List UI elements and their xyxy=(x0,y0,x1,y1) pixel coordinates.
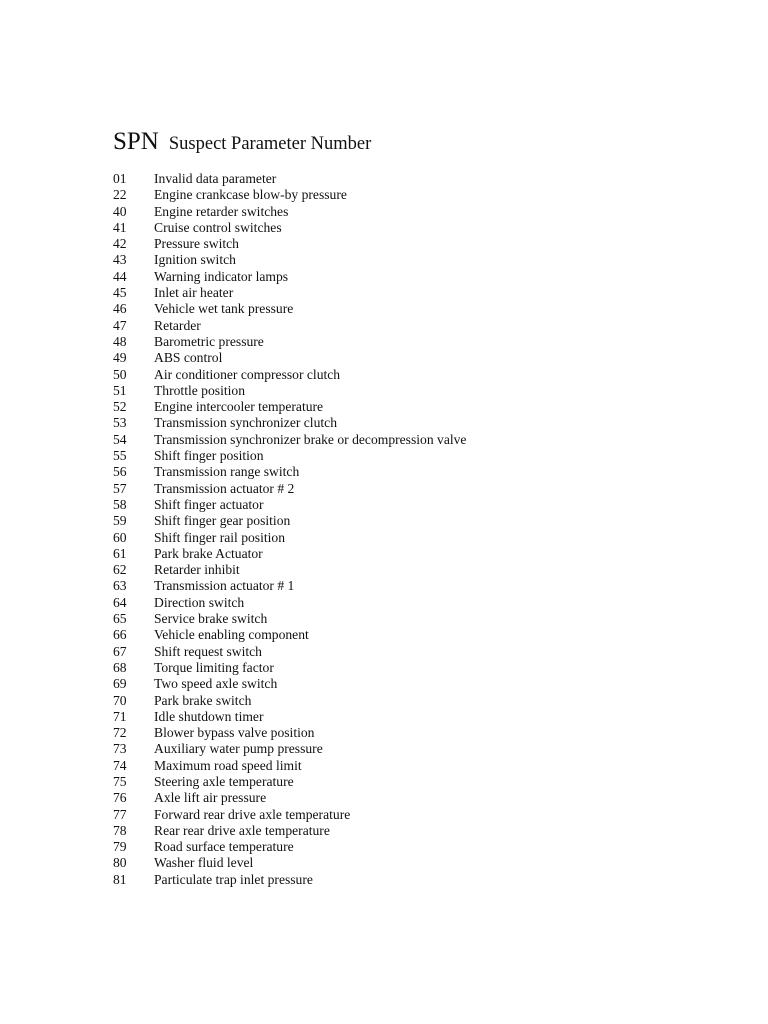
spn-code: 68 xyxy=(113,659,127,675)
spn-code: 79 xyxy=(113,839,127,855)
spn-description: Rear rear drive axle temperature xyxy=(154,822,330,838)
spn-description: Vehicle wet tank pressure xyxy=(154,301,294,317)
list-item xyxy=(113,546,466,562)
spn-description: Transmission range switch xyxy=(154,464,300,480)
list-item xyxy=(113,660,466,676)
spn-code: 56 xyxy=(113,464,127,480)
spn-description: Vehicle enabling component xyxy=(154,627,309,643)
spn-code: 72 xyxy=(113,725,127,741)
list-item xyxy=(113,530,466,546)
spn-description: Engine crankcase blow-by pressure xyxy=(154,187,347,203)
spn-code: 46 xyxy=(113,301,127,317)
spn-description: Torque limiting factor xyxy=(154,659,274,675)
spn-code: 47 xyxy=(113,317,127,333)
spn-code: 78 xyxy=(113,822,127,838)
list-item xyxy=(113,562,466,578)
list-item xyxy=(113,464,466,480)
list-item xyxy=(113,595,466,611)
list-item xyxy=(113,383,466,399)
list-item xyxy=(113,318,466,334)
list-item xyxy=(113,187,466,203)
spn-description: Retarder xyxy=(154,317,201,333)
spn-description: Axle lift air pressure xyxy=(154,790,267,806)
spn-code: 53 xyxy=(113,415,127,431)
spn-code: 49 xyxy=(113,350,127,366)
list-item xyxy=(113,578,466,594)
spn-code: 71 xyxy=(113,708,127,724)
list-item xyxy=(113,823,466,839)
spn-description: Barometric pressure xyxy=(154,333,264,349)
spn-description: Particulate trap inlet pressure xyxy=(154,871,313,887)
list-item xyxy=(113,627,466,643)
spn-description: Invalid data parameter xyxy=(154,171,277,186)
spn-description: Engine intercooler temperature xyxy=(154,399,324,415)
spn-code: 50 xyxy=(113,366,127,382)
list-item xyxy=(113,725,466,741)
spn-description: Direction switch xyxy=(154,594,245,610)
spn-code: 62 xyxy=(113,562,127,578)
list-item xyxy=(113,676,466,692)
spn-code: 41 xyxy=(113,219,127,235)
spn-code: 60 xyxy=(113,529,127,545)
spn-code: 55 xyxy=(113,448,127,464)
spn-description: Throttle position xyxy=(154,382,245,398)
spn-code: 40 xyxy=(113,203,127,219)
spn-description: Park brake Actuator xyxy=(154,545,263,561)
list-item xyxy=(113,693,466,709)
list-item xyxy=(113,644,466,660)
spn-description: Shift finger rail position xyxy=(154,529,286,545)
spn-code: 22 xyxy=(113,187,127,203)
heading-abbreviation: SPN xyxy=(113,128,159,155)
spn-description: Blower bypass valve position xyxy=(154,725,315,741)
list-item xyxy=(113,855,466,871)
spn-code: 01 xyxy=(113,171,127,186)
heading-full-title: Suspect Parameter Number xyxy=(168,134,372,154)
spn-code: 77 xyxy=(113,806,127,822)
spn-code: 66 xyxy=(113,627,127,643)
spn-code: 76 xyxy=(113,790,127,806)
spn-code: 45 xyxy=(113,285,127,301)
list-item xyxy=(113,236,466,252)
spn-description: Shift finger actuator xyxy=(154,496,264,512)
spn-code: 63 xyxy=(113,578,127,594)
spn-description: Steering axle temperature xyxy=(154,773,294,789)
spn-description: Retarder inhibit xyxy=(154,562,240,578)
spn-code: 73 xyxy=(113,741,127,757)
spn-code: 67 xyxy=(113,643,127,659)
spn-description: Road surface temperature xyxy=(154,839,294,855)
list-item xyxy=(113,367,466,383)
list-item xyxy=(113,252,466,268)
spn-description: Washer fluid level xyxy=(154,855,254,871)
spn-list xyxy=(113,171,466,888)
spn-description: Shift finger gear position xyxy=(154,513,291,529)
spn-code: 54 xyxy=(113,431,127,447)
spn-description: Inlet air heater xyxy=(154,285,234,301)
spn-description: Maximum road speed limit xyxy=(154,757,302,773)
list-item xyxy=(113,350,466,366)
spn-description: Transmission actuator # 2 xyxy=(154,480,295,496)
spn-description: Shift finger position xyxy=(154,448,264,464)
spn-description: Auxiliary water pump pressure xyxy=(154,741,323,757)
spn-description: ABS control xyxy=(154,350,223,366)
spn-code: 61 xyxy=(113,545,127,561)
spn-description: Engine retarder switches xyxy=(154,203,289,219)
list-item xyxy=(113,301,466,317)
spn-description: Service brake switch xyxy=(154,611,268,627)
list-item xyxy=(113,807,466,823)
list-item xyxy=(113,399,466,415)
spn-code: 58 xyxy=(113,496,127,512)
spn-description: Idle shutdown timer xyxy=(154,708,264,724)
spn-code: 51 xyxy=(113,382,127,398)
spn-code: 44 xyxy=(113,268,127,284)
spn-description: Ignition switch xyxy=(154,252,236,268)
list-item xyxy=(113,741,466,757)
list-item xyxy=(113,171,466,187)
spn-code: 75 xyxy=(113,773,127,789)
spn-description: Shift request switch xyxy=(154,643,262,659)
spn-description: Transmission synchronizer clutch xyxy=(154,415,337,431)
list-item xyxy=(113,204,466,220)
list-item xyxy=(113,709,466,725)
spn-code: 43 xyxy=(113,252,127,268)
list-item xyxy=(113,269,466,285)
list-item xyxy=(113,448,466,464)
spn-description: Warning indicator lamps xyxy=(154,268,289,284)
spn-description: Transmission synchronizer brake or decompression valve xyxy=(154,431,467,447)
page-heading xyxy=(113,127,371,159)
spn-code: 64 xyxy=(113,594,127,610)
list-item xyxy=(113,513,466,529)
list-item xyxy=(113,334,466,350)
spn-description: Pressure switch xyxy=(154,236,239,252)
spn-code: 81 xyxy=(113,871,127,887)
spn-description: Two speed axle switch xyxy=(154,676,278,692)
list-item xyxy=(113,415,466,431)
spn-code: 42 xyxy=(113,236,127,252)
spn-description: Park brake switch xyxy=(154,692,252,708)
spn-description: Transmission actuator # 1 xyxy=(154,578,295,594)
list-item xyxy=(113,220,466,236)
spn-code: 48 xyxy=(113,333,127,349)
spn-code: 52 xyxy=(113,399,127,415)
spn-code: 57 xyxy=(113,480,127,496)
spn-description: Air conditioner compressor clutch xyxy=(154,366,341,382)
spn-code: 70 xyxy=(113,692,127,708)
list-item xyxy=(113,611,466,627)
list-item xyxy=(113,285,466,301)
list-item xyxy=(113,839,466,855)
spn-description: Cruise control switches xyxy=(154,219,282,235)
spn-code: 80 xyxy=(113,855,127,871)
spn-code: 65 xyxy=(113,611,127,627)
list-item xyxy=(113,872,466,888)
spn-description: Forward rear drive axle temperature xyxy=(154,806,351,822)
list-item xyxy=(113,758,466,774)
list-item xyxy=(113,497,466,513)
spn-code: 74 xyxy=(113,757,127,773)
list-item xyxy=(113,432,466,448)
list-item xyxy=(113,481,466,497)
list-item xyxy=(113,774,466,790)
spn-code: 69 xyxy=(113,676,127,692)
list-item xyxy=(113,790,466,806)
spn-code: 59 xyxy=(113,513,127,529)
